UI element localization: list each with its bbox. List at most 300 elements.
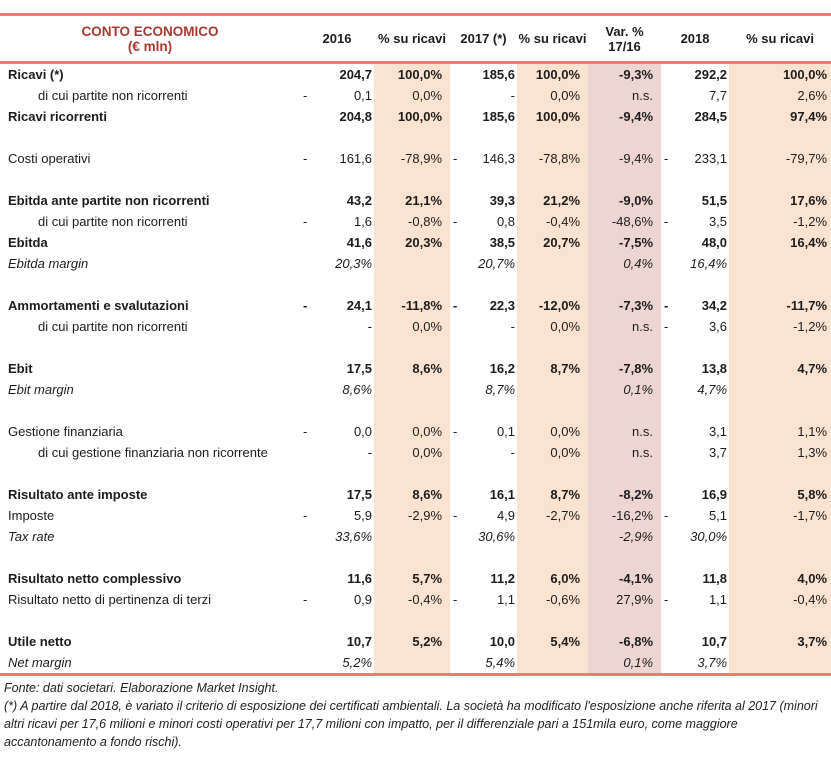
table-cell: 100,0%	[374, 106, 450, 127]
column-header-pct-2017: % su ricavi	[517, 15, 588, 63]
table-cell	[675, 400, 729, 421]
table-cell: -11,7%	[729, 295, 831, 316]
table-cell	[450, 232, 465, 253]
row-label	[0, 463, 300, 484]
table-row	[0, 316, 831, 337]
table-cell: 11,6	[347, 571, 373, 586]
table-cell	[450, 63, 465, 86]
table-cell: 27,9%	[588, 589, 661, 610]
spacer-row	[0, 463, 831, 484]
table-cell: 0,8	[496, 214, 516, 229]
table-cell: -	[303, 151, 308, 166]
table-cell: -	[367, 319, 373, 334]
table-cell: -2,7%	[517, 505, 588, 526]
table-cell: 11,2	[490, 571, 516, 586]
row-label: Costi operativi	[8, 151, 91, 166]
table-cell: -7,3%	[588, 295, 661, 316]
table-row	[0, 589, 831, 610]
table-cell: -16,2%	[588, 505, 661, 526]
table-cell	[300, 337, 318, 358]
table-cell: -9,0%	[588, 190, 661, 211]
table-cell: 3,6	[708, 319, 728, 334]
table-cell: 3,7%	[729, 631, 831, 652]
table-cell: 1,1	[496, 592, 516, 607]
row-label: Ricavi ricorrenti	[8, 109, 107, 124]
table-cell: -78,9%	[374, 148, 450, 169]
table-cell: 1,3%	[729, 442, 831, 463]
table-cell	[465, 400, 517, 421]
table-cell	[661, 127, 675, 148]
table-cell: 97,4%	[729, 106, 831, 127]
table-cell: 4,7%	[729, 358, 831, 379]
table-cell: -	[664, 319, 669, 334]
row-label	[0, 547, 300, 568]
row-label: Ebitda ante partite non ricorrenti	[8, 193, 210, 208]
table-cell: 3,7	[708, 445, 728, 460]
table-cell	[300, 568, 318, 589]
table-cell	[300, 631, 318, 652]
row-label: Ebitda	[8, 235, 48, 250]
table-cell: 1,1	[708, 592, 728, 607]
table-cell	[675, 610, 729, 631]
table-row	[0, 106, 831, 127]
row-label: Ricavi (*)	[8, 67, 64, 82]
table-row	[0, 379, 831, 400]
table-cell: -	[664, 508, 669, 523]
table-cell	[374, 463, 450, 484]
table-cell: 0,4%	[588, 253, 661, 274]
table-cell	[450, 631, 465, 652]
table-title	[0, 15, 300, 63]
table-cell: 0,0%	[374, 85, 450, 106]
table-cell	[661, 253, 675, 274]
row-label: Ammortamenti e svalutazioni	[8, 298, 189, 313]
table-cell	[374, 253, 450, 274]
table-cell	[661, 190, 675, 211]
table-cell: 185,6	[482, 109, 516, 124]
table-cell	[318, 274, 374, 295]
table-cell: 0,0	[353, 424, 373, 439]
table-title-line1: CONTO ECONOMICO	[81, 23, 219, 39]
table-cell	[450, 526, 465, 547]
table-cell	[450, 484, 465, 505]
column-header-var-line1: Var. %	[605, 23, 644, 39]
column-header-2018: 2018	[661, 15, 729, 63]
row-label	[0, 169, 300, 190]
table-cell	[661, 274, 675, 295]
table-cell	[318, 169, 374, 190]
table-cell	[729, 526, 831, 547]
table-cell: 8,7%	[485, 382, 516, 397]
table-cell: 10,7	[346, 634, 373, 649]
spacer-row	[0, 400, 831, 421]
table-cell: 0,1%	[588, 652, 661, 675]
table-cell: 20,7%	[478, 256, 516, 271]
table-cell: 3,1	[708, 424, 728, 439]
table-cell: 0,0%	[517, 421, 588, 442]
table-cell: 100,0%	[374, 63, 450, 86]
table-cell: n.s.	[588, 442, 661, 463]
table-cell: -8,2%	[588, 484, 661, 505]
table-cell	[729, 652, 831, 675]
table-cell	[465, 169, 517, 190]
table-cell	[517, 274, 588, 295]
table-cell	[450, 547, 465, 568]
table-cell	[517, 400, 588, 421]
table-cell: -12,0%	[517, 295, 588, 316]
table-cell: -4,1%	[588, 568, 661, 589]
table-cell	[374, 400, 450, 421]
table-cell: 20,7%	[517, 232, 588, 253]
table-cell	[465, 127, 517, 148]
table-cell: -	[453, 592, 458, 607]
table-cell: 146,3	[482, 151, 516, 166]
table-row	[0, 63, 831, 86]
table-cell: -	[664, 592, 669, 607]
table-cell: -	[453, 424, 458, 439]
table-cell: 24,1	[346, 298, 373, 313]
table-cell	[661, 106, 675, 127]
table-cell	[300, 358, 318, 379]
table-cell: 16,2	[489, 361, 516, 376]
table-cell: 5,2%	[342, 655, 373, 670]
table-row	[0, 211, 831, 232]
table-cell	[450, 400, 465, 421]
table-cell	[661, 526, 675, 547]
table-cell: -	[664, 151, 669, 166]
row-label: Risultato netto di pertinenza di terzi	[8, 592, 212, 607]
table-cell	[675, 337, 729, 358]
table-cell	[374, 379, 450, 400]
table-cell: 11,8	[702, 571, 728, 586]
table-cell: 5,8%	[729, 484, 831, 505]
table-cell: -79,7%	[729, 148, 831, 169]
row-label: Ebitda margin	[8, 256, 89, 271]
table-cell: 0,0%	[374, 421, 450, 442]
table-cell	[450, 316, 465, 337]
table-cell	[517, 337, 588, 358]
table-cell	[661, 232, 675, 253]
table-cell	[450, 568, 465, 589]
table-cell: 34,2	[701, 298, 728, 313]
column-header-2017: 2017 (*)	[450, 15, 517, 63]
table-cell	[300, 253, 318, 274]
table-cell	[318, 610, 374, 631]
table-cell	[300, 169, 318, 190]
table-cell	[450, 379, 465, 400]
table-cell: -1,7%	[729, 505, 831, 526]
table-row	[0, 568, 831, 589]
table-cell: 4,0%	[729, 568, 831, 589]
table-cell	[661, 85, 675, 106]
table-cell: 1,6	[353, 214, 373, 229]
table-cell: 16,4%	[729, 232, 831, 253]
table-cell: 16,9	[701, 487, 728, 502]
table-cell: 0,9	[353, 592, 373, 607]
table-cell	[729, 337, 831, 358]
table-cell: -	[510, 88, 516, 103]
table-cell	[450, 337, 465, 358]
table-cell	[450, 652, 465, 675]
table-cell	[588, 337, 661, 358]
table-cell: 20,3%	[374, 232, 450, 253]
table-cell: -	[453, 214, 458, 229]
table-cell	[675, 169, 729, 190]
table-cell	[517, 526, 588, 547]
table-cell: -7,5%	[588, 232, 661, 253]
table-cell: 0,1	[496, 424, 516, 439]
table-cell: -0,4%	[374, 589, 450, 610]
table-row	[0, 85, 831, 106]
table-cell: 5,1	[708, 508, 728, 523]
table-cell: 204,8	[339, 109, 373, 124]
table-cell	[517, 463, 588, 484]
table-cell	[465, 547, 517, 568]
table-cell: -	[303, 592, 308, 607]
table-cell: 233,1	[694, 151, 728, 166]
table-cell	[588, 400, 661, 421]
table-cell	[450, 610, 465, 631]
table-cell: 16,1	[489, 487, 516, 502]
spacer-row	[0, 169, 831, 190]
table-cell	[300, 106, 318, 127]
table-cell	[300, 652, 318, 675]
table-cell: 21,1%	[374, 190, 450, 211]
table-cell: -	[664, 298, 669, 313]
table-cell: -9,4%	[588, 106, 661, 127]
table-cell	[661, 379, 675, 400]
table-cell: -11,8%	[374, 295, 450, 316]
table-cell: -0,4%	[729, 589, 831, 610]
table-cell	[300, 379, 318, 400]
column-header-var	[588, 15, 661, 63]
table-cell: 17,5	[346, 361, 373, 376]
table-cell: 185,6	[482, 67, 516, 82]
table-cell: -	[303, 508, 308, 523]
table-cell: -	[453, 151, 458, 166]
table-cell: 1,1%	[729, 421, 831, 442]
table-cell: 3,5	[708, 214, 728, 229]
table-cell: 8,6%	[374, 484, 450, 505]
table-cell	[661, 652, 675, 675]
row-label	[0, 274, 300, 295]
table-cell: -	[664, 214, 669, 229]
table-cell: 7,7	[708, 88, 728, 103]
spacer-row	[0, 610, 831, 631]
table-cell	[729, 127, 831, 148]
table-cell	[729, 400, 831, 421]
table-cell: -1,2%	[729, 211, 831, 232]
table-body	[0, 63, 831, 675]
table-cell	[374, 274, 450, 295]
row-label: Risultato ante imposte	[8, 487, 148, 502]
table-cell	[300, 127, 318, 148]
table-cell: 0,0%	[517, 316, 588, 337]
table-cell	[300, 484, 318, 505]
table-cell	[517, 127, 588, 148]
table-cell	[661, 400, 675, 421]
table-cell: 100,0%	[729, 63, 831, 86]
table-cell: 292,2	[694, 67, 728, 82]
table-cell: -9,4%	[588, 148, 661, 169]
table-cell: 5,4%	[485, 655, 516, 670]
table-cell	[465, 610, 517, 631]
table-cell: n.s.	[588, 85, 661, 106]
table-cell: 4,9	[496, 508, 516, 523]
table-cell	[661, 547, 675, 568]
table-cell	[300, 547, 318, 568]
table-cell: 0,1	[353, 88, 373, 103]
table-cell: -0,6%	[517, 589, 588, 610]
table-cell: 0,0%	[374, 442, 450, 463]
table-cell: -	[367, 445, 373, 460]
row-label: Ebit margin	[8, 382, 74, 397]
table-cell: -0,8%	[374, 211, 450, 232]
table-cell	[300, 63, 318, 86]
table-cell: 5,4%	[517, 631, 588, 652]
table-cell	[517, 610, 588, 631]
table-cell	[517, 379, 588, 400]
table-cell: 43,2	[346, 193, 373, 208]
table-cell	[661, 358, 675, 379]
table-cell	[675, 127, 729, 148]
table-cell: 0,0%	[374, 316, 450, 337]
table-cell: 22,3	[489, 298, 516, 313]
table-cell: 17,5	[346, 487, 373, 502]
table-cell	[661, 463, 675, 484]
table-cell	[661, 484, 675, 505]
table-cell	[300, 463, 318, 484]
table-cell	[374, 337, 450, 358]
table-cell	[300, 400, 318, 421]
table-cell	[450, 190, 465, 211]
table-cell	[588, 169, 661, 190]
table-row	[0, 505, 831, 526]
source-note: Fonte: dati societari. Elaborazione Market Insight.	[4, 681, 279, 695]
table-cell	[374, 127, 450, 148]
table-cell: -	[303, 424, 308, 439]
table-row	[0, 421, 831, 442]
table-cell	[729, 610, 831, 631]
table-row	[0, 295, 831, 316]
table-cell	[729, 463, 831, 484]
table-cell	[729, 169, 831, 190]
table-cell	[465, 274, 517, 295]
table-cell: 30,0%	[690, 529, 728, 544]
spacer-row	[0, 127, 831, 148]
table-row	[0, 526, 831, 547]
row-label	[0, 127, 300, 148]
table-cell: 161,6	[339, 151, 373, 166]
table-cell: 0,1%	[588, 379, 661, 400]
table-cell: 10,0	[489, 634, 516, 649]
table-cell: n.s.	[588, 316, 661, 337]
table-cell	[450, 85, 465, 106]
row-label: Gestione finanziaria	[8, 424, 123, 439]
table-cell: -6,8%	[588, 631, 661, 652]
table-cell: 5,9	[353, 508, 373, 523]
table-cell: 0,0%	[517, 85, 588, 106]
table-cell	[450, 274, 465, 295]
column-header-2016: 2016	[300, 15, 374, 63]
table-cell: -	[510, 319, 516, 334]
table-cell	[661, 337, 675, 358]
table-cell	[588, 547, 661, 568]
table-cell	[318, 463, 374, 484]
table-cell: 204,7	[339, 67, 373, 82]
table-cell	[661, 169, 675, 190]
table-cell: 10,7	[701, 634, 728, 649]
row-label: Risultato netto complessivo	[8, 571, 182, 586]
table-cell	[450, 169, 465, 190]
table-cell	[300, 610, 318, 631]
table-cell	[374, 526, 450, 547]
table-cell	[450, 127, 465, 148]
table-row	[0, 631, 831, 652]
table-cell: 38,5	[489, 235, 516, 250]
table-row	[0, 358, 831, 379]
table-cell	[374, 169, 450, 190]
table-cell	[300, 442, 318, 463]
table-cell: 4,7%	[697, 382, 728, 397]
row-label: di cui gestione finanziaria non ricorrente	[38, 445, 268, 460]
table-cell: n.s.	[588, 421, 661, 442]
table-cell: -	[303, 298, 308, 313]
table-cell	[300, 526, 318, 547]
table-cell: 20,3%	[335, 256, 373, 271]
row-label	[0, 337, 300, 358]
table-cell	[450, 442, 465, 463]
spacer-row	[0, 547, 831, 568]
table-cell	[374, 547, 450, 568]
table-cell	[374, 652, 450, 675]
row-label	[0, 610, 300, 631]
table-cell: 5,2%	[374, 631, 450, 652]
table-cell	[729, 379, 831, 400]
table-cell: 0,0%	[517, 442, 588, 463]
table-cell: 100,0%	[517, 106, 588, 127]
column-header-pct-2018: % su ricavi	[729, 15, 831, 63]
row-label: Net margin	[8, 655, 72, 670]
row-label	[0, 400, 300, 421]
table-cell: 21,2%	[517, 190, 588, 211]
table-cell: -48,6%	[588, 211, 661, 232]
table-cell	[465, 463, 517, 484]
table-cell: 51,5	[701, 193, 728, 208]
table-row	[0, 148, 831, 169]
table-cell	[588, 463, 661, 484]
table-cell: -78,8%	[517, 148, 588, 169]
table-cell	[517, 169, 588, 190]
table-cell: 8,7%	[517, 484, 588, 505]
table-cell: -	[303, 88, 308, 103]
table-cell: -0,4%	[517, 211, 588, 232]
table-cell	[661, 442, 675, 463]
table-cell	[661, 631, 675, 652]
table-cell: 8,6%	[342, 382, 373, 397]
table-title-line2: (€ mln)	[127, 38, 173, 54]
row-label: Utile netto	[8, 634, 72, 649]
table-cell: 39,3	[489, 193, 516, 208]
methodology-note: (*) A partire dal 2018, è variato il criterio di esposizione dei certificati ambientali. La società ha modificato l'esposizione anche riferita al 2017 (minori altri ricavi per 17,6 milioni e minori costi operativi per 17,7 milioni con impatto, per il differenziale pari a 151mila euro, come maggiore accantonamento a fondo rischi).	[4, 699, 818, 749]
table-cell: 6,0%	[517, 568, 588, 589]
table-cell	[661, 610, 675, 631]
table-cell	[318, 400, 374, 421]
table-cell	[517, 652, 588, 675]
table-cell	[661, 568, 675, 589]
table-row	[0, 484, 831, 505]
table-cell: 100,0%	[517, 63, 588, 86]
